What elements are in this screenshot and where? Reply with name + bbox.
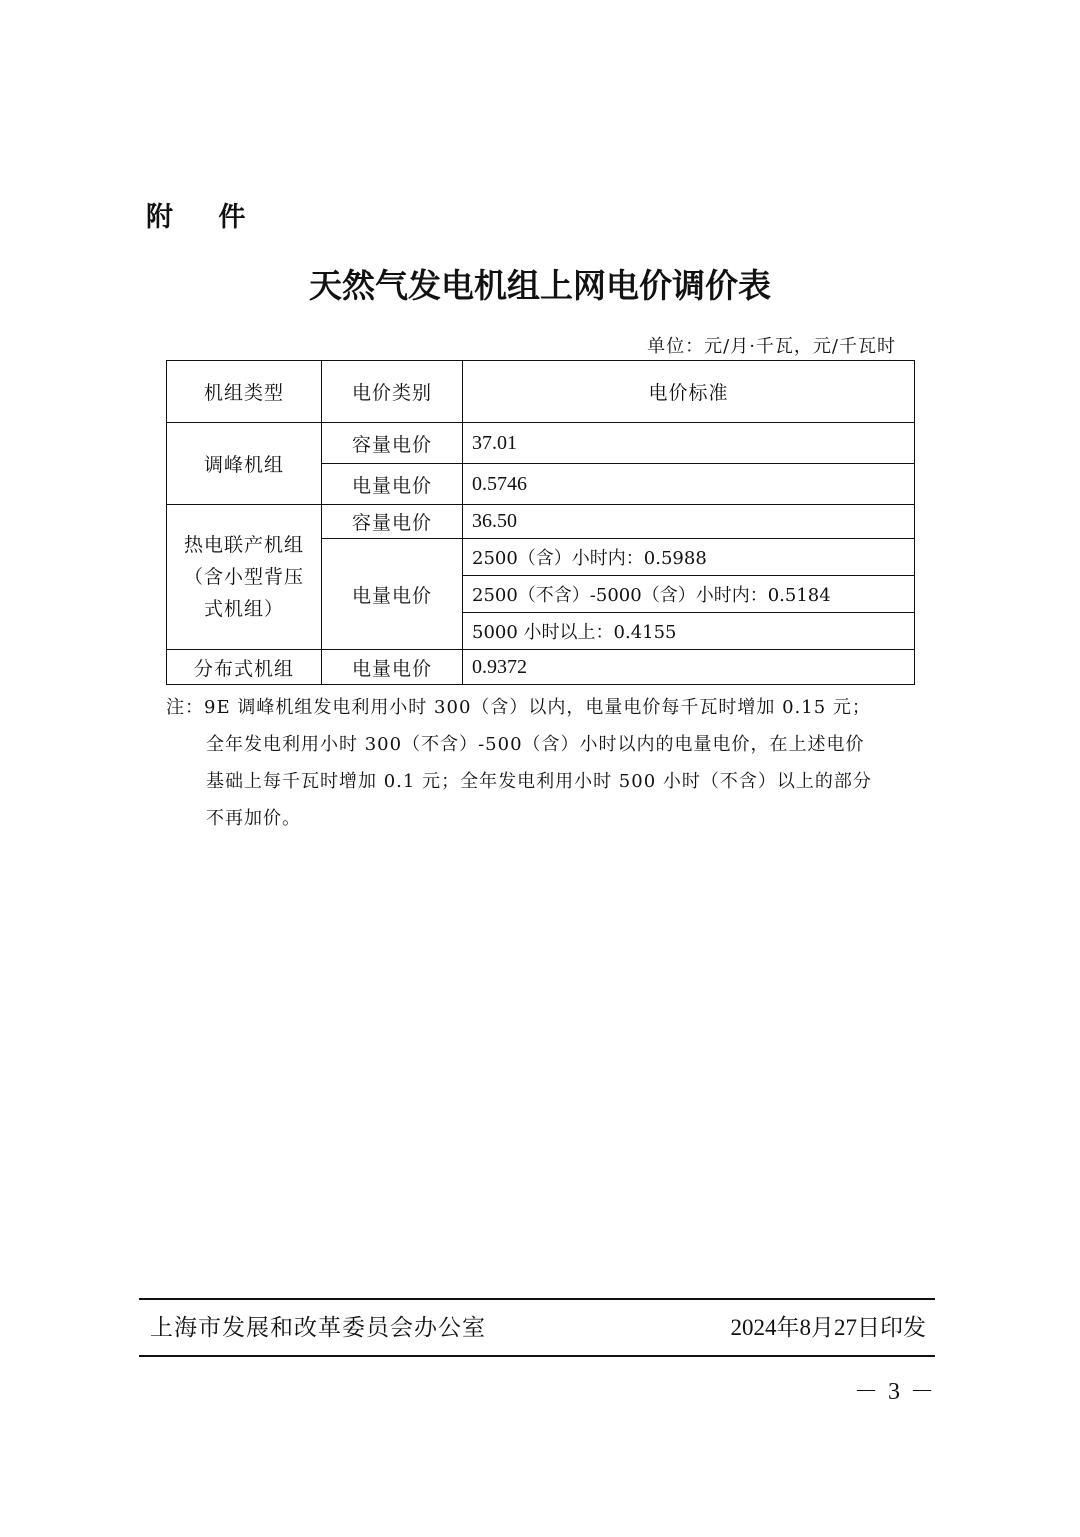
chp-energy-tier-2: 2500（不含）-5000（含）小时内：0.5184 <box>463 576 915 613</box>
document-title: 天然气发电机组上网电价调价表 <box>309 266 771 305</box>
price-table <box>166 360 915 685</box>
peak-unit-type: 调峰机组 <box>167 423 322 505</box>
table-header-row <box>167 361 915 423</box>
distributed-unit-type: 分布式机组 <box>167 650 322 685</box>
footer-issuer: 上海市发展和改革委员会办公室 <box>150 1315 486 1341</box>
peak-energy-value: 0.5746 <box>463 464 915 505</box>
footer-date: 2024年8月27日印发 <box>730 1315 926 1340</box>
table-row <box>167 423 915 464</box>
peak-capacity-value: 37.01 <box>463 423 915 464</box>
header-price-standard: 电价标准 <box>463 361 915 423</box>
footer-bottom-rule <box>139 1355 935 1357</box>
page-number: － 3 － <box>854 1379 936 1405</box>
chp-type-line-1: 热电联产机组 <box>183 534 304 556</box>
chp-energy-tier-1: 2500（含）小时内：0.5988 <box>463 539 915 576</box>
footer-top-rule <box>139 1298 935 1300</box>
chp-energy-tier-3: 5000 小时以上：0.4155 <box>463 613 915 650</box>
distributed-energy-value: 0.9372 <box>463 650 915 685</box>
peak-energy-label: 电量电价 <box>322 464 463 505</box>
note-line-2: 全年发电利用小时 300（不含）-500（含）小时以内的电量电价，在上述电价 <box>206 734 865 755</box>
chp-type-line-2: （含小型背压 <box>183 566 304 588</box>
chp-type-line-3: 式机组） <box>203 598 284 620</box>
note-line-4: 不再加价。 <box>206 808 301 829</box>
unit-note: 单位：元/月·千瓦，元/千瓦时 <box>647 336 896 357</box>
attachment-label: 附 件 <box>146 202 264 233</box>
chp-capacity-value: 36.50 <box>463 505 915 539</box>
chp-unit-type <box>167 505 322 650</box>
header-unit-type: 机组类型 <box>167 361 322 423</box>
chp-energy-label: 电量电价 <box>322 539 463 650</box>
chp-unit-type-text <box>184 529 304 625</box>
note-line-3: 基础上每千瓦时增加 0.1 元；全年发电利用小时 500 小时（不含）以上的部分 <box>206 771 872 792</box>
table-note <box>166 689 926 837</box>
table-row <box>167 505 915 539</box>
table-row <box>167 650 915 685</box>
header-price-category: 电价类别 <box>322 361 463 423</box>
note-line-1: 注：9E 调峰机组发电利用小时 300（含）以内，电量电价每千瓦时增加 0.15 元； <box>166 697 871 718</box>
chp-capacity-label: 容量电价 <box>322 505 463 539</box>
distributed-energy-label: 电量电价 <box>322 650 463 685</box>
peak-capacity-label: 容量电价 <box>322 423 463 464</box>
